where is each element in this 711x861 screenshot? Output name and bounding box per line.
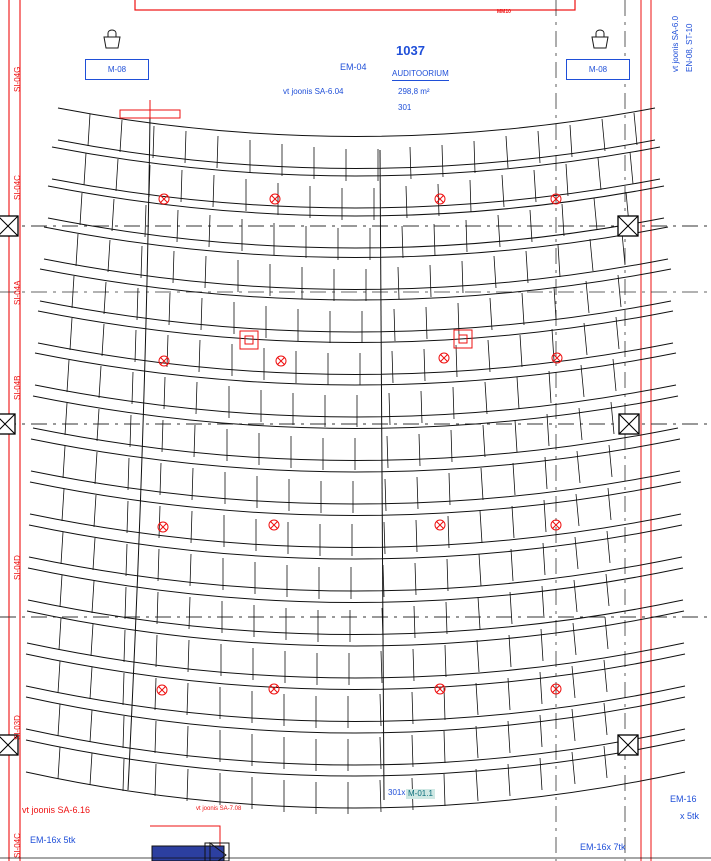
reference-note-right-1: vt joonis SA-6.0 xyxy=(671,15,680,72)
equipment-tag-m08-right[interactable]: M-08 xyxy=(566,59,630,80)
bottom-room-tag: 301x xyxy=(388,788,406,797)
equipment-tag-m011[interactable]: M-01.1 xyxy=(408,789,433,798)
equipment-tag-em16-bottom-right[interactable]: EM-16x 7tk xyxy=(580,842,626,852)
equipment-tag-em16-left[interactable]: EM-16x 5tk xyxy=(30,835,76,845)
room-code: 301 xyxy=(398,103,412,112)
axis-label-si04b: SI-04B xyxy=(13,375,22,400)
column-cross-icon xyxy=(0,216,18,236)
equipment-tag-em16-right[interactable]: EM-16 xyxy=(670,794,697,804)
reference-note-right-2: EN-08, ST-10 xyxy=(685,23,694,72)
equipment-tag-em04[interactable]: EM-04 xyxy=(340,62,367,72)
axis-label-si03d: SI-03D xyxy=(13,715,22,740)
room-title: AUDITOORIUM xyxy=(392,70,449,81)
axis-label-si04c-upper: SI-04C xyxy=(13,175,22,200)
reference-note-sa616: vt joonis SA-6.16 xyxy=(22,805,91,815)
reference-note-sa604: vt joonis SA-6.04 xyxy=(283,87,344,96)
axis-label-si04g: SI-04G xyxy=(13,66,22,92)
equipment-tag-m08-left[interactable]: M-08 xyxy=(85,59,149,80)
axis-label-si04c-lower: SI-04C xyxy=(13,833,22,858)
axis-label-si04d: SI-04D xyxy=(13,555,22,580)
room-number: 1037 xyxy=(396,43,425,58)
reference-note-sa708: vt joonis SA-7.08 xyxy=(196,806,242,812)
label-mm10: MM10 xyxy=(497,9,511,15)
equipment-tag-em16-right-count: x 5tk xyxy=(680,811,700,821)
room-area: 298,8 m² xyxy=(398,87,430,96)
axis-label-si04a: SI-04A xyxy=(13,280,22,305)
